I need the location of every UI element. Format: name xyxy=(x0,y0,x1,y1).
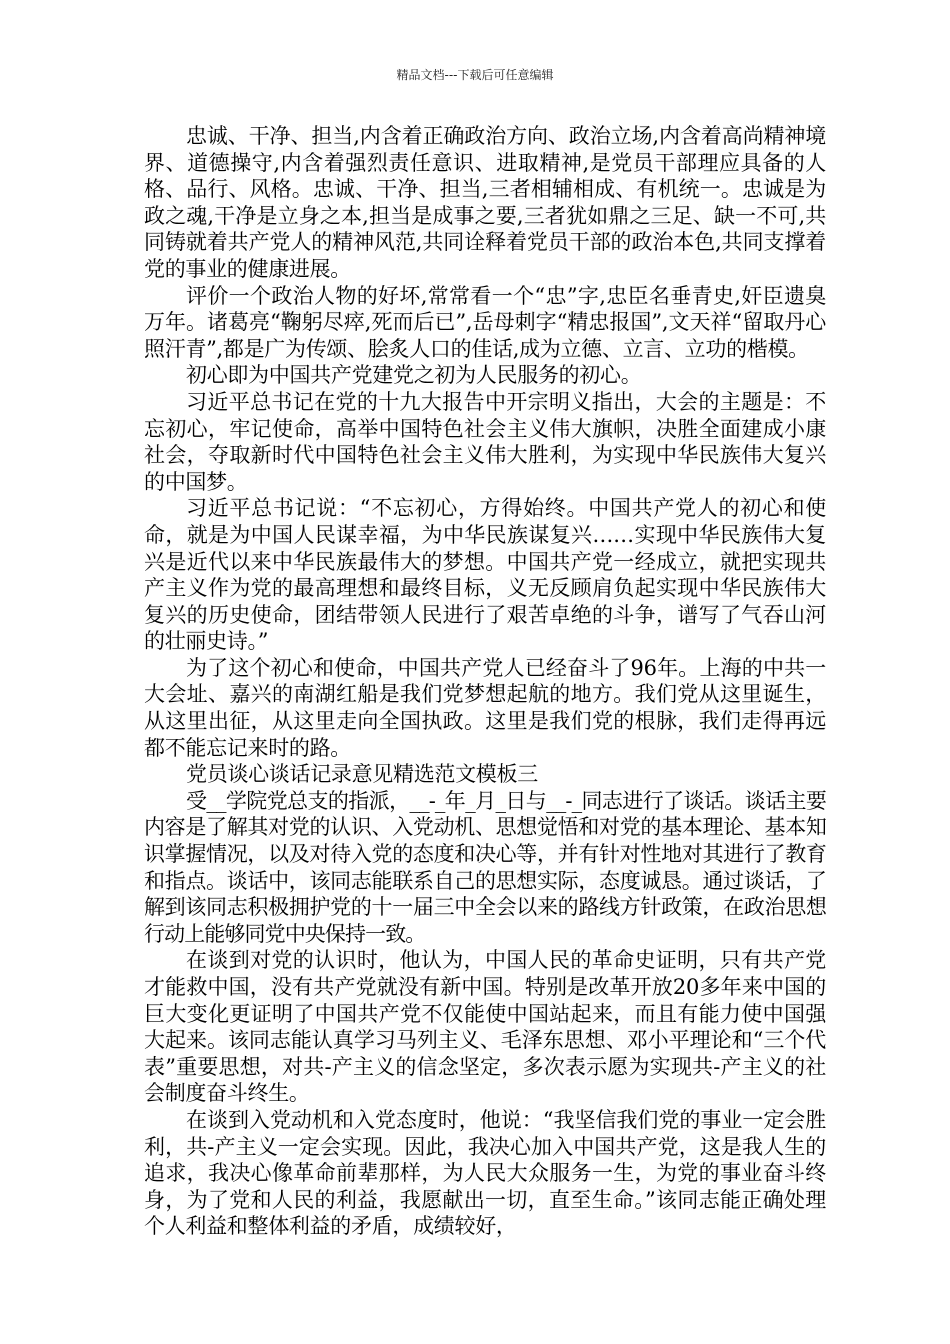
paragraph: 受__学院党总支的指派，__-_年_月_日与__-_同志进行了谈话。谈话主要内容是了解其对党的认识、入党动机、思想觉悟和对党的基本理论、基本知识掌握情况，以及对待入党的态度和决心等，并有针对性地对其进行了教育和指点。谈话中，该同志能联系自己的思想实际，态度诚恳。通过谈话，了解到该同志积极拥护党的十一届三中全会以来的路线方针政策，在政治思想行动上能够同党中央保持一致。 xyxy=(144,788,826,946)
paragraph: 忠诚、干净、担当,内含着正确政治方向、政治立场,内含着高尚精神境界、道德操守,内含着强烈责任意识、进取精神,是党员干部理应具备的人格、品行、风格。忠诚、干净、担当,三者相辅相成、有机统一。忠诚是为政之魂,干净是立身之本,担当是成事之要,三者犹如鼎之三足、缺一不可,共同铸就着共产党人的精神风范,共同诠释着党员干部的政治本色,共同支撑着党的事业的健康进展。 xyxy=(144,124,826,281)
paragraph: 习近平总书记说：“不忘初心，方得始终。中国共产党人的初心和使命，就是为中国人民谋幸福，为中华民族谋复兴……实现中华民族伟大复兴是近代以来中华民族最伟大的梦想。中国共产党一经成立，就把实现共产主义作为党的最高理想和最终目标，义无反顾肩负起实现中华民族伟大复兴的历史使命，团结带领人民进行了艰苦卓绝的斗争，谱写了气吞山河的壮丽史诗。” xyxy=(144,496,826,654)
paragraph: 在谈到入党动机和入党态度时，他说：“我坚信我们党的事业一定会胜利，共-产主义一定会实现。因此，我决心加入中国共产党，这是我人生的追求，我决心像革命前辈那样，为人民大众服务一生，为党的事业奋斗终身，为了党和人民的利益，我愿献出一切，直至生命。”该同志能正确处理个人利益和整体利益的矛盾，成绩较好， xyxy=(144,1107,826,1239)
document-body xyxy=(144,123,826,1240)
paragraph: 评价一个政治人物的好坏,常常看一个“忠”字,忠臣名垂青史,奸臣遗臭万年。诸葛亮“鞠躬尽瘁,死而后已”,岳母刺字“精忠报国”,文天祥“留取丹心照汗青”,都是广为传颂、脍炙人口的佳话,成为立德、立言、立功的楷模。 xyxy=(144,283,826,361)
paragraph: 在谈到对党的认识时，他认为，中国人民的革命史证明，只有共产党才能救中国，没有共产党就没有新中国。特别是改革开放20多年来中国的巨大变化更证明了中国共产党不仅能使中国站起来，而且有能力使中国强大起来。该同志能认真学习马列主义、毛泽东思想、邓小平理论和“三个代表”重要思想，对共-产主义的信念坚定，多次表示愿为实现共-产主义的社会制度奋斗终生。 xyxy=(144,948,826,1106)
paragraph: 初心即为中国共产党建党之初为人民服务的初心。 xyxy=(186,363,642,388)
page-header: 精品文档---下载后可任意编辑 xyxy=(396,68,554,82)
paragraph: 习近平总书记在党的十九大报告中开宗明义指出，大会的主题是：不忘初心，牢记使命，高举中国特色社会主义伟大旗帜，决胜全面建成小康社会，夺取新时代中国特色社会主义伟大胜利，为实现中华民族伟大复兴的中国梦。 xyxy=(144,389,826,494)
paragraph: 为了这个初心和使命，中国共产党人已经奋斗了96年。上海的中共一大会址、嘉兴的南湖红船是我们党梦想起航的地方。我们党从这里诞生，从这里出征，从这里走向全国执政。这里是我们党的根脉，我们走得再远都不能忘记来时的路。 xyxy=(144,655,826,760)
section-heading: 党员谈心谈话记录意见精选范文模板三 xyxy=(186,762,538,787)
